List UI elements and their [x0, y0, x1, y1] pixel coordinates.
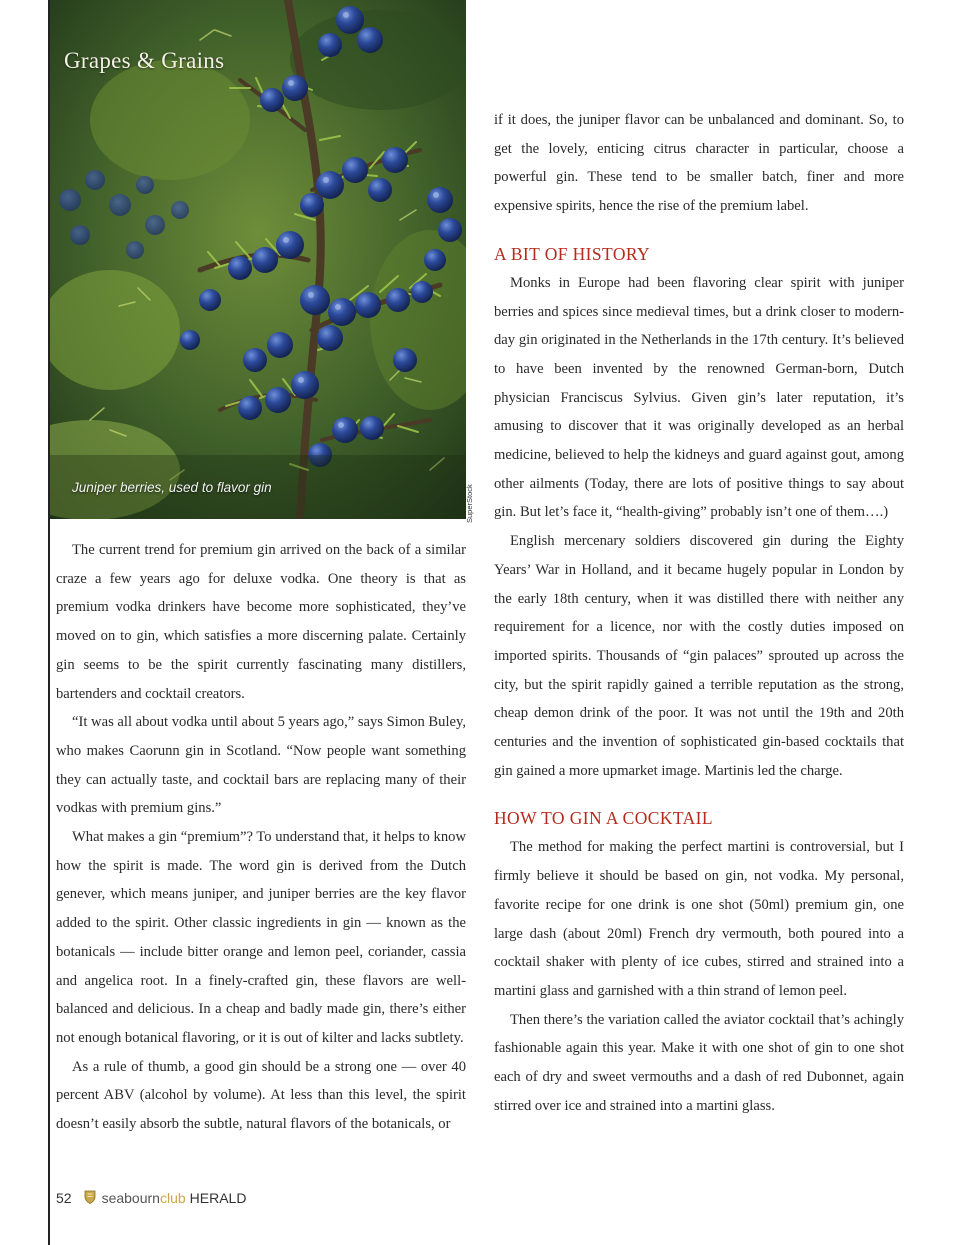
- brand-name: [102, 1190, 247, 1206]
- history-heading: A BIT OF HISTORY: [494, 243, 650, 264]
- photo-caption: Juniper berries, used to flavor gin: [72, 480, 272, 495]
- body-paragraph: English mercenary soldiers discovered gin during the Eighty Years’ War in Holland, and it became hugely popular in London by the early 18th century, when it was distilled there with neither any requirement for a licence, nor with the costly duties imposed on imported spirits. Thousands of “gin palaces” sprouted up across the city, but the spirit rapidly gained a terrible reputation as the strong, cheap demon drink of the poor. It was not until the 19th and 20th centuries and the invention of sophisticated gin-based cocktails that gin gained a more upmarket image. Martinis led the charge.: [494, 533, 904, 779]
- shield-logo-icon: [84, 1190, 96, 1207]
- cocktail-heading: HOW TO GIN A COCKTAIL: [494, 808, 713, 829]
- brand-club: club: [159, 1190, 186, 1206]
- body-paragraph: The current trend for premium gin arrived on the back of a similar craze a few years ago for deluxe vodka. One theory is that as premium vodka drinkers have become more sophisticated, they’ve moved on to gin, which satisfies a more discerning palate. Certainly gin seems to be the spirit currently fascinating many distillers, bartenders and cocktail creators.: [56, 542, 466, 702]
- body-paragraph: “It was all about vodka until about 5 years ago,” says Simon Buley, who makes Caorunn gin in Scotland. “Now people want something they can actually taste, and cocktail bars are replacing many of their vodkas with premium gins.”: [56, 714, 466, 817]
- body-paragraph: The method for making the perfect martini is controversial, but I firmly believe it should be based on gin, not vodka. My personal, favorite recipe for one drink is one shot (50ml) premium gin, one large dash (about 20ml) French dry vermouth, both poured into a cocktail shaker with plenty of ice cubes, stirred and strained into a martini glass and garnished with a thin strand of lemon peel.: [494, 839, 904, 999]
- brand-seabourn: seabourn: [101, 1190, 160, 1206]
- body-paragraph: Then there’s the variation called the aviator cocktail that’s achingly fashionable again this year. Make it with one shot of gin to one shot each of dry and sweet vermouths and a dash of red Dubonnet, again stirred over ice and strained into a martini glass.: [494, 1011, 904, 1114]
- body-paragraph: As a rule of thumb, a good gin should be a strong one — over 40 percent ABV (alcohol by volume). At less than this level, the spirit doesn’t easily absorb the subtle, natural flavors of the botanicals, or: [56, 1058, 466, 1133]
- body-paragraph: What makes a gin “premium”? To understand that, it helps to know how the spirit is made. The word gin is derived from the Dutch genever, which means juniper, and juniper berries are the key flavor added to the spirit. Other classic ingredients in gin — known as the botanicals — include bitter orange and lemon peel, coriander, cassia and angelica root. In a finely-crafted gin, these flavors are well-balanced and delicious. In a cheap and badly made gin, there’s either not enough botanical flavoring, or it is out of kilter and lacks subtlety.: [56, 829, 466, 1046]
- juniper-photo-art: [50, 0, 466, 519]
- section-label: Grapes & Grains: [64, 48, 225, 73]
- juniper-photo: [50, 0, 466, 519]
- photo-credit: SuperStock: [465, 484, 474, 524]
- continued-paragraph: if it does, the juniper flavor can be unbalanced and dominant. So, to get the lovely, enticing citrus character in particular, choose a powerful gin. These tend to be smaller batch, finer and more expensive spirits, hence the rise of the premium label.: [494, 112, 904, 215]
- brand-herald: HERALD: [189, 1190, 247, 1206]
- page-number: 52: [56, 1190, 72, 1206]
- left-column: [56, 536, 466, 1139]
- body-paragraph: Monks in Europe had been flavoring clear spirit with juniper berries and spices since medieval times, but a drink closer to modern-day gin originated in the Netherlands in the 17th century. It’s believed to have been invented by the renowned German-born, Dutch physician Franciscus Sylvius. Given gin’s later reputation, it’s amusing to discover that it was originally developed as an herbal medicine, believed to help the kidneys and guard against gout, among other ailments (Today, there are lots of positive things to say about gin. But let’s face it, “health-giving” probably isn’t one of them….): [494, 274, 904, 521]
- page-footer: [56, 1186, 246, 1210]
- right-column: [494, 106, 904, 1121]
